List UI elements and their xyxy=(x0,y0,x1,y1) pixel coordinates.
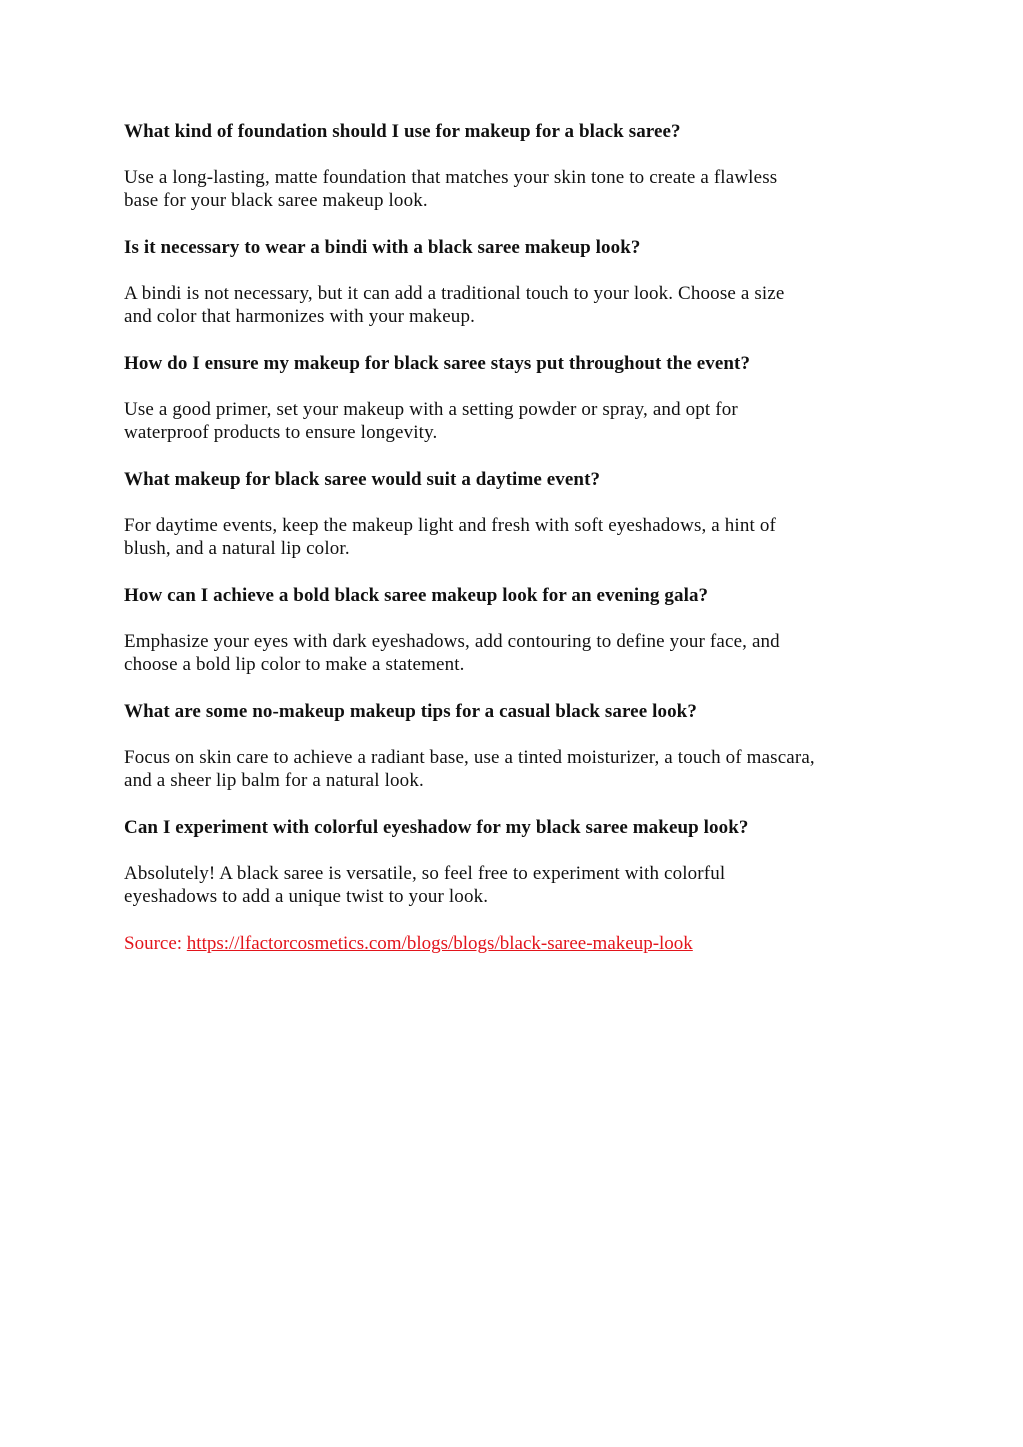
faq-item xyxy=(124,352,914,444)
faq-answer: Focus on skin care to achieve a radiant base, use a tinted moisturizer, a touch of mascara, and a sheer lip balm for a natural look. xyxy=(124,747,815,791)
faq-item xyxy=(124,468,914,560)
faq-answer: Absolutely! A black saree is versatile, so feel free to experiment with colorful eyeshadows to add a unique twist to your look. xyxy=(124,863,726,907)
faq-question: How can I achieve a bold black saree makeup look for an evening gala? xyxy=(124,585,709,606)
faq-question: What makeup for black saree would suit a daytime event? xyxy=(124,469,601,490)
source-label: Source: xyxy=(124,933,187,954)
source-link[interactable]: https://lfactorcosmetics.com/blogs/blogs/black-saree-makeup-look xyxy=(186,933,693,954)
faq-question: Is it necessary to wear a bindi with a black saree makeup look? xyxy=(124,237,641,258)
faq-item xyxy=(124,120,914,212)
faq-answer: Use a good primer, set your makeup with a setting powder or spray, and opt for waterproof products to ensure longevity. xyxy=(124,399,738,443)
source-line xyxy=(124,932,914,955)
faq-answer: Use a long-lasting, matte foundation that matches your skin tone to create a flawless base for your black saree makeup look. xyxy=(124,167,778,211)
faq-question: How do I ensure my makeup for black saree stays put throughout the event? xyxy=(124,353,751,374)
faq-question: What kind of foundation should I use for makeup for a black saree? xyxy=(124,121,681,142)
faq-item xyxy=(124,816,914,908)
faq-question: Can I experiment with colorful eyeshadow for my black saree makeup look? xyxy=(124,817,749,838)
document-page xyxy=(124,120,914,955)
faq-item xyxy=(124,700,914,792)
faq-item xyxy=(124,236,914,328)
faq-question: What are some no-makeup makeup tips for a casual black saree look? xyxy=(124,701,697,722)
faq-answer: For daytime events, keep the makeup light and fresh with soft eyeshadows, a hint of blush, and a natural lip color. xyxy=(124,515,776,559)
faq-item xyxy=(124,584,914,676)
faq-answer: A bindi is not necessary, but it can add a traditional touch to your look. Choose a size and color that harmonizes with your makeup. xyxy=(124,283,785,327)
faq-answer: Emphasize your eyes with dark eyeshadows, add contouring to define your face, and choose a bold lip color to make a statement. xyxy=(124,631,780,675)
